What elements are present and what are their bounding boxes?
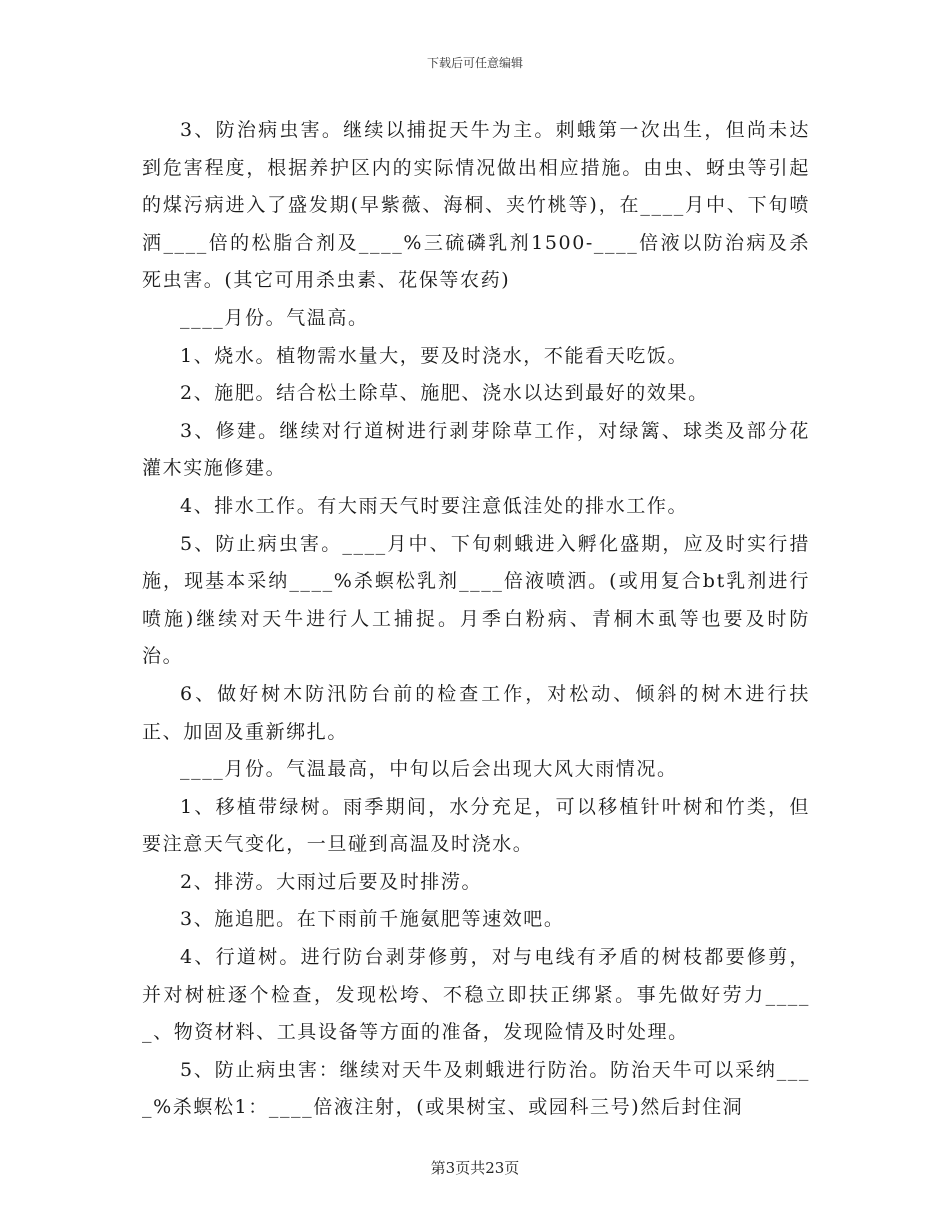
paragraph: 1、移植带绿树。雨季期间，水分充足，可以移植针叶树和竹类，但要注意天气变化，一旦碰到高温及时浇水。 bbox=[142, 795, 810, 856]
paragraph: 5、防止病虫害：继续对天牛及刺蛾进行防治。防治天牛可以采纳____%杀螟松1：____倍液注射，(或果树宝、或园科三号)然后封住洞 bbox=[142, 1058, 810, 1119]
paragraph: 5、防止病虫害。____月中、下旬刺蛾进入孵化盛期，应及时实行措施，现基本采纳____%杀螟松乳剂____倍液喷洒。(或用复合bt乳剂进行喷施)继续对天牛进行人工捕捉。月季白粉病、青桐木虱等也要及时防治。 bbox=[142, 532, 810, 668]
paragraph: 6、做好树木防汛防台前的检查工作，对松动、倾斜的树木进行扶正、加固及重新绑扎。 bbox=[142, 682, 810, 743]
paragraph: 4、排水工作。有大雨天气时要注意低洼处的排水工作。 bbox=[180, 494, 689, 517]
paragraph: 1、烧水。植物需水量大，要及时浇水，不能看天吃饭。 bbox=[180, 344, 689, 367]
page-number: 第3页共23页 bbox=[430, 1159, 520, 1177]
paragraph: 2、施肥。结合松土除草、施肥、浇水以达到最好的效果。 bbox=[180, 382, 709, 405]
paragraph: 2、排涝。大雨过后要及时排涝。 bbox=[180, 870, 483, 893]
document-body bbox=[142, 112, 810, 1127]
paragraph: 3、防治病虫害。继续以捕捉天牛为主。刺蛾第一次出生，但尚未达到危害程度，根据养护区内的实际情况做出相应措施。由虫、蚜虫等引起的煤污病进入了盛发期(早紫薇、海桐、夹竹桃等)，在____月中、下旬喷洒____倍的松脂合剂及____%三硫磷乳剂1500-____倍液以防治病及杀死虫害。(其它可用杀虫素、花保等农药) bbox=[142, 119, 810, 292]
paragraph: ____月份。气温高。 bbox=[180, 306, 369, 329]
paragraph: 4、行道树。进行防台剥芽修剪，对与电线有矛盾的树枝都要修剪，并对树桩逐个检查，发现松垮、不稳立即扶正绑紧。事先做好劳力_____、物资材料、工具设备等方面的准备，发现险情及时处理。 bbox=[142, 946, 810, 1044]
paragraph: 3、修建。继续对行道树进行剥芽除草工作，对绿篱、球类及部分花灌木实施修建。 bbox=[142, 419, 810, 480]
page-header: 下载后可任意编辑 bbox=[426, 56, 523, 70]
paragraph: ____月份。气温最高，中旬以后会出现大风大雨情况。 bbox=[180, 758, 678, 781]
paragraph: 3、施追肥。在下雨前千施氨肥等速效吧。 bbox=[180, 908, 565, 931]
